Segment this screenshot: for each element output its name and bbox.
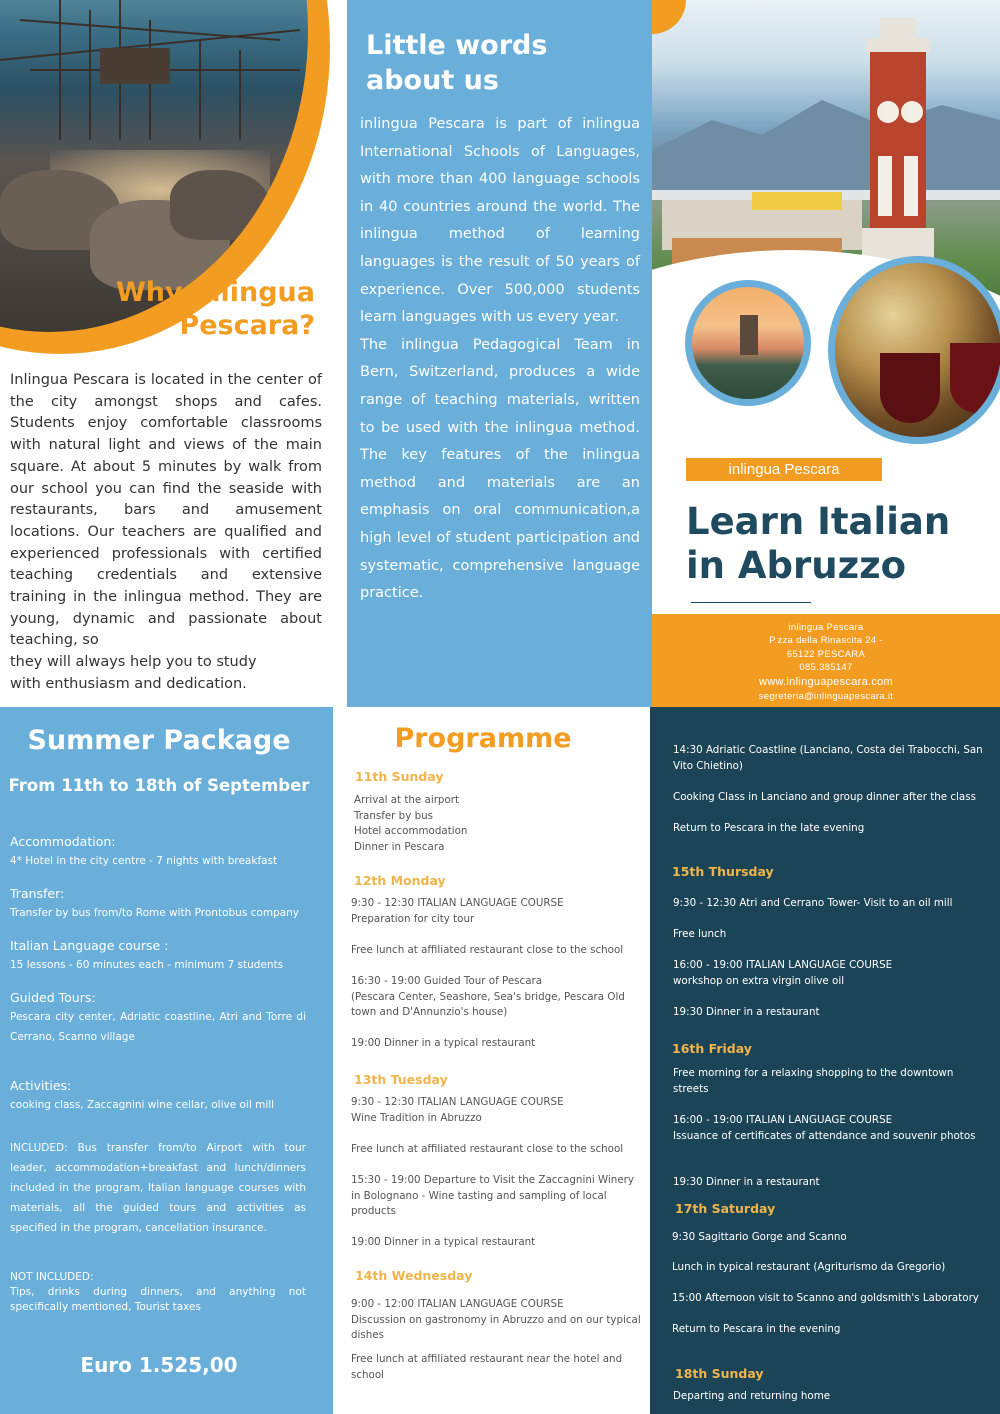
programme-entry: 15:30 - 19:00 Departure to Visit the Zaccagnini Winery in Bolognano - Wine tasting and sampling of local products <box>351 1174 634 1217</box>
package-dates: From 11th to 18th of September <box>8 776 310 795</box>
included-block: INCLUDED: Bus transfer from/to Airport with tour leader, accommodation+breakfast and lunch/dinners included in the program, Italian language courses with materials, all the guided tours and activities as specified in the program, cancellation insurance. <box>10 1142 306 1234</box>
programme-entry: Return to Pescara in the evening <box>672 1323 841 1335</box>
about-panel <box>347 0 652 707</box>
programme-entry: Arrival at the airport Transfer by bus Hotel accommodation Dinner in Pescara <box>354 794 468 853</box>
divider <box>691 602 811 603</box>
package-panel <box>0 707 333 1414</box>
programme-continued-panel <box>650 707 1000 1414</box>
trabocco-structure <box>0 0 300 150</box>
programme-title: Programme <box>394 723 572 754</box>
programme-entry: 16:00 - 19:00 ITALIAN LANGUAGE COURSE Issuance of certificates of attendance and souvenir photos <box>673 1114 976 1142</box>
website-link[interactable]: www.inlinguapescara.com <box>758 675 894 688</box>
contact-address: P.zza della Rinascita 24 - <box>769 635 883 647</box>
package-price: Euro 1.525,00 <box>80 1353 238 1377</box>
course-block: Italian Language course : 15 lessons - 60 minutes each - minimum 7 students <box>10 938 284 971</box>
programme-entry: 16:30 - 19:00 Guided Tour of Pescara (Pescara Center, Seashore, Sea's bridge, Pescara Old town and D'Annunzio's house) <box>351 975 625 1018</box>
programme-entry: Free lunch <box>673 928 727 940</box>
programme-entry: Departing and returning home <box>673 1390 831 1402</box>
programme-entry: Free lunch at affiliated restaurant near the hotel and school <box>351 1353 623 1381</box>
why-panel <box>0 0 347 707</box>
email-link[interactable]: segreteria@inlinguapescara.it <box>758 690 894 702</box>
programme-entry: 19:00 Dinner in a typical restaurant <box>351 1037 536 1049</box>
day-heading: 18th Sunday <box>675 1366 764 1381</box>
not-included-block: NOT INCLUDED: Tips, drinks during dinners, and anything not specifically mentioned, Tourist taxes <box>10 1271 306 1313</box>
programme-entry: Cooking Class in Lanciano and group dinner after the class <box>673 791 976 803</box>
day-heading: 12th Monday <box>354 873 446 888</box>
tours-block: Guided Tours: Pescara city center, Adriatic coastline, Atri and Torre di Cerrano, Scanno village <box>10 990 306 1043</box>
why-body: Inlingua Pescara is located in the center of the city amongst shops and cafes. Students enjoy comfortable classrooms with natural light and views of the main square. At about 5 minutes by walk from our school you can find the seaside with restaurants, bars and amusement locations. Our teachers are qualified and experienced professionals with certified teaching credentials and extensive training in the inlingua method. They are young, dynamic and passionate about teaching, so they will always help you to study with enthusiasm and dedication. <box>10 372 322 692</box>
programme-entry: 19:00 Dinner in a typical restaurant <box>351 1236 536 1248</box>
day-heading: 13th Tuesday <box>354 1072 448 1087</box>
programme-entry: 9:00 - 12:00 ITALIAN LANGUAGE COURSE Discussion on gastronomy in Abruzzo and on our typical dishes <box>351 1298 641 1341</box>
day-heading: 17th Saturday <box>675 1201 776 1216</box>
contact-postcode: 65122 PESCARA <box>786 648 866 660</box>
about-body <box>360 111 640 608</box>
accommodation-block: Accommodation: 4* Hotel in the city centre - 7 nights with breakfast <box>10 834 278 867</box>
wine-glasses-photo <box>828 256 1000 444</box>
programme-entry: 9:30 Sagittario Gorge and Scanno <box>672 1231 847 1243</box>
why-title: Why inlingua Pescara? <box>116 277 315 341</box>
contact-box <box>652 614 1000 707</box>
programme-entry: 16:00 - 19:00 ITALIAN LANGUAGE COURSE workshop on extra virgin olive oil <box>673 959 893 987</box>
programme-entry: Free morning for a relaxing shopping to the downtown streets <box>673 1067 954 1095</box>
about-paragraph: inlingua Pescara is part of inlingua International Schools of Languages, with more than 400 language schools in 40 countries around the world. The inlingua method of learning languages is the result of 50 years of experience. Over 500,000 students learn languages with us every year. <box>360 116 640 326</box>
activities-block: Activities: cooking class, Zaccagnini wine cellar, olive oil mill <box>10 1078 275 1111</box>
day-heading: 11th Sunday <box>355 769 444 784</box>
programme-entry: 19:30 Dinner in a restaurant <box>673 1006 820 1018</box>
clock-tower <box>862 18 934 270</box>
programme-entry: 9:30 - 12:30 ITALIAN LANGUAGE COURSE Wine Tradition in Abruzzo <box>351 1096 564 1124</box>
contact-phone: 085.385147 <box>799 662 853 674</box>
school-label: inlingua Pescara <box>686 458 882 481</box>
tower-sunset-photo <box>685 280 811 406</box>
programme-entry: 14:30 Adriatic Coastline (Lanciano, Costa dei Trabocchi, San Vito Chietino) <box>673 744 983 772</box>
programme-entry: 19:30 Dinner in a restaurant <box>673 1176 820 1188</box>
programme-entry: 9:30 - 12:30 Atri and Cerrano Tower- Visit to an oil mill <box>673 897 953 909</box>
programme-entry: Free lunch at affiliated restaurant close to the school <box>351 1143 624 1155</box>
contact-name: inlingua Pescara <box>788 622 864 633</box>
day-heading: 14th Wednesday <box>355 1268 473 1283</box>
programme-entry: 9:30 - 12:30 ITALIAN LANGUAGE COURSE Preparation for city tour <box>351 897 564 925</box>
day-heading: 16th Friday <box>672 1041 752 1056</box>
cover-title: Learn Italian in Abruzzo <box>686 500 951 587</box>
programme-panel <box>333 707 650 1414</box>
day-heading: 15th Thursday <box>672 864 774 879</box>
programme-entry: Lunch in typical restaurant (Agriturismo da Gregorio) <box>672 1261 946 1273</box>
about-paragraph: The inlingua Pedagogical Team in Bern, Switzerland, produces a wide range of teaching materials, written to be used with the inlingua method. The key features of the inlingua method and materials are an emphasis on oral communication,a high level of student participation and systematic, comprehensive language practice. <box>360 336 640 602</box>
cover-panel <box>652 0 1000 707</box>
programme-entry: 15:00 Afternoon visit to Scanno and goldsmith's Laboratory <box>672 1292 979 1304</box>
about-title: Little words about us <box>366 30 548 96</box>
programme-entry: Return to Pescara in the late evening <box>673 822 865 834</box>
programme-entry: Free lunch at affiliated restaurant close to the school <box>351 944 624 956</box>
package-title: Summer Package <box>27 725 291 756</box>
transfer-block: Transfer: Transfer by bus from/to Rome with Prontobus company <box>10 886 300 919</box>
